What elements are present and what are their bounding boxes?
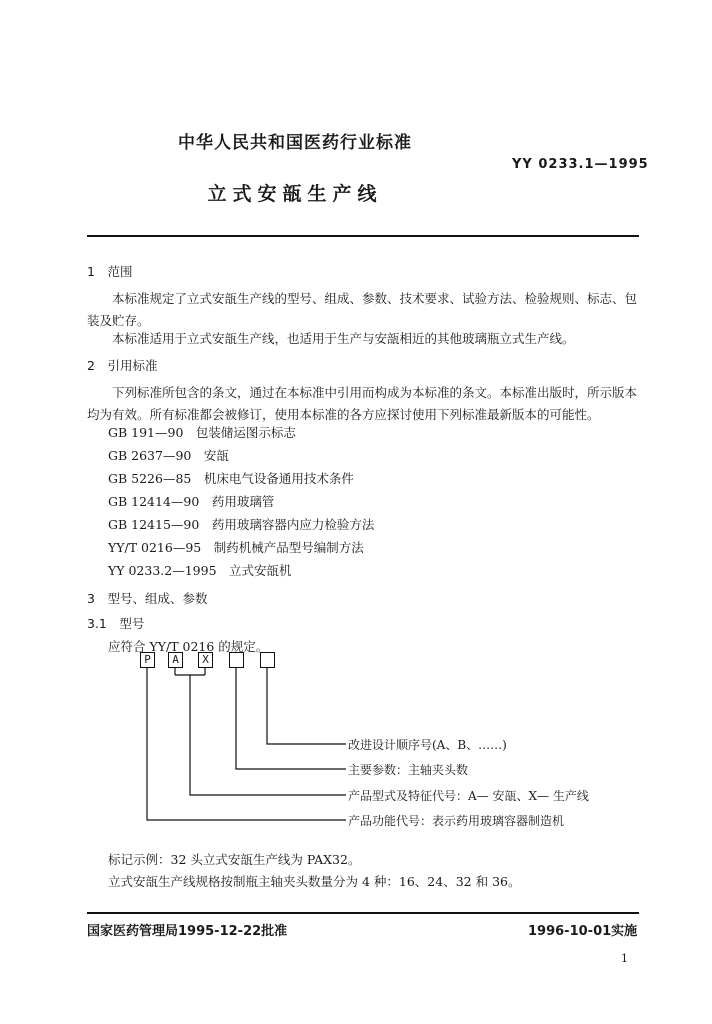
section-2-heading: 2 引用标准 — [87, 358, 158, 373]
annotation-type-feature: 产品型式及特征代号：A— 安瓿、X— 生产线 — [348, 789, 589, 803]
annotation-main-parameter: 主要参数：主轴夹头数 — [348, 763, 469, 777]
model-box-type: A — [168, 652, 183, 668]
section-3-1-text: 应符合 YY/T 0216 的规定。 — [108, 639, 269, 654]
reference-item: GB 2637—90 安瓿 — [108, 448, 229, 463]
section-2-intro: 下列标准所包含的条文，通过在本标准中引用而构成为本标准的条文。本标准出版时，所示版本均为有效。所有标准都会被修订，使用本标准的各方应探讨使用下列标准最新版本的可能性。 — [87, 385, 638, 422]
section-1-para-2: 本标准适用于立式安瓿生产线，也适用于生产与安瓿相近的其他玻璃瓶立式生产线。 — [112, 331, 575, 346]
annotation-revision: 改进设计顺序号(A、B、……) — [348, 738, 507, 752]
footer-rule — [87, 912, 639, 914]
section-1-para-1: 本标准规定了立式安瓿生产线的型号、组成、参数、技术要求、试验方法、检验规则、标志、包装及贮存。 — [87, 291, 638, 328]
page-number: 1 — [621, 952, 628, 965]
model-box-function: P — [140, 652, 155, 668]
annotation-function: 产品功能代号：表示药用玻璃容器制造机 — [348, 814, 565, 828]
standard-code: YY 0233.1—1995 — [512, 157, 649, 172]
document-title: 立式安瓿生产线 — [207, 183, 383, 205]
reference-item: GB 5226—85 机床电气设备通用技术条件 — [108, 471, 354, 486]
implementation-date: 1996-10-01实施 — [528, 924, 638, 939]
marking-example: 标记示例：32 头立式安瓿生产线为 PAX32。 — [108, 852, 361, 867]
reference-item: YY 0233.2—1995 立式安瓿机 — [108, 563, 292, 578]
reference-item: GB 191—90 包装储运图示标志 — [108, 425, 296, 440]
approval-date: 国家医药管理局1995-12-22批准 — [87, 924, 288, 939]
section-3-heading: 3 型号、组成、参数 — [87, 591, 208, 606]
specification-note: 立式安瓿生产线规格按制瓶主轴夹头数量分为 4 种：16、24、32 和 36。 — [108, 874, 521, 889]
section-1-heading: 1 范围 — [87, 264, 133, 279]
issuing-organization: 中华人民共和国医药行业标准 — [178, 133, 412, 153]
reference-item: GB 12415—90 药用玻璃容器内应力检验方法 — [108, 517, 375, 532]
reference-item: YY/T 0216—95 制药机械产品型号编制方法 — [108, 540, 364, 555]
model-box-feature: X — [198, 652, 213, 668]
section-3-1-heading: 3.1 型号 — [87, 616, 145, 631]
reference-item: GB 12414—90 药用玻璃管 — [108, 494, 275, 509]
